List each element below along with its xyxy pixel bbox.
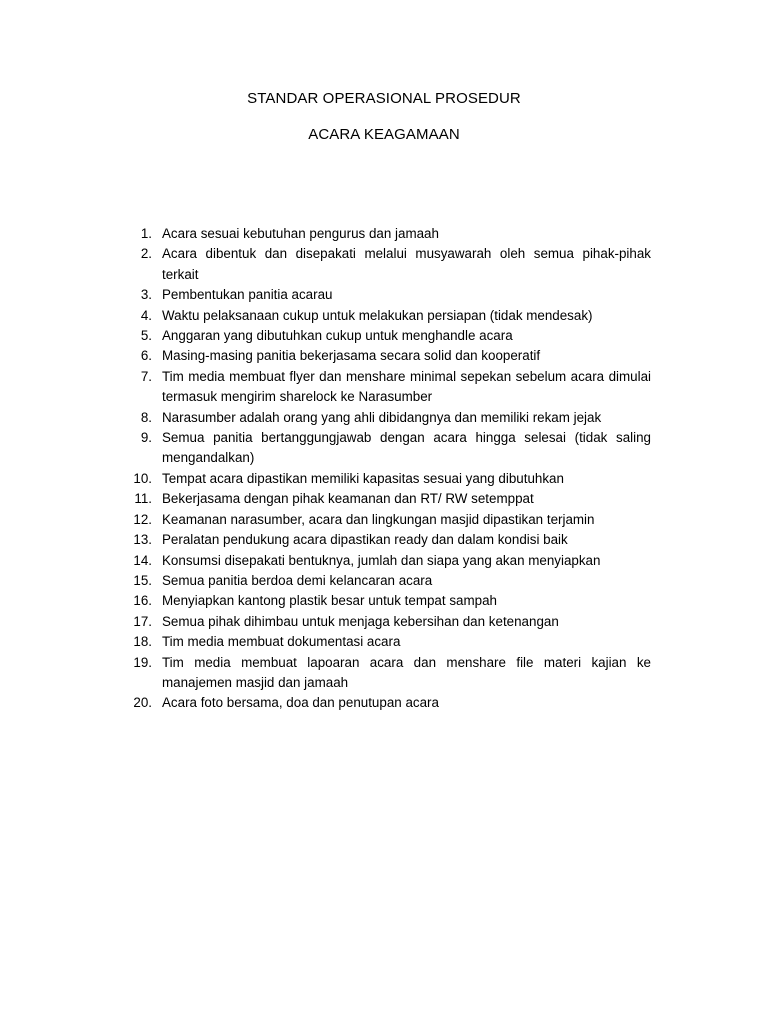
list-item-number: 14.	[133, 552, 152, 568]
list-item-number: 9.	[140, 430, 152, 446]
list-item	[118, 326, 651, 346]
list-item-text: Tim media membuat dokumentasi acara	[162, 634, 401, 650]
list-item-number: 20.	[133, 695, 152, 711]
list-item	[118, 244, 651, 285]
list-item-text: Pembentukan panitia acarau	[162, 287, 333, 303]
list-item-number: 7.	[140, 368, 152, 384]
list-item-text: Keamanan narasumber, acara dan lingkungan masjid dipastikan terjamin	[162, 511, 595, 527]
list-item	[118, 653, 651, 694]
list-item	[118, 306, 651, 326]
list-item	[118, 591, 651, 611]
document-title: STANDAR OPERASIONAL PROSEDUR	[247, 90, 521, 107]
list-item-text: Acara dibentuk dan disepakati melalui musyawarah oleh semua pihak-pihak terkait	[162, 246, 651, 282]
list-item-number: 11.	[134, 491, 152, 507]
list-item-number: 17.	[133, 613, 152, 629]
list-item	[118, 489, 651, 509]
document-subtitle: ACARA KEAGAMAAN	[308, 126, 460, 143]
list-item	[118, 571, 651, 591]
list-item-number: 10.	[133, 470, 152, 486]
list-item-text: Tim media membuat flyer dan menshare minimal sepekan sebelum acara dimulai termasuk mengirim sharelock ke Narasumber	[162, 368, 651, 405]
list-item-number: 5.	[140, 328, 152, 344]
list-item-number: 1.	[140, 226, 152, 241]
list-item	[118, 551, 651, 571]
list-item-number: 4.	[140, 307, 152, 323]
list-item	[118, 632, 651, 652]
list-item	[118, 428, 651, 469]
list-item-number: 6.	[140, 348, 152, 364]
procedure-list	[118, 224, 651, 714]
list-item	[118, 224, 651, 244]
list-item-text: Acara foto bersama, doa dan penutupan acara	[162, 695, 439, 711]
list-item	[118, 346, 651, 366]
list-item-number: 2.	[140, 246, 152, 262]
list-item-text: Semua pihak dihimbau untuk menjaga kebersihan dan ketenangan	[162, 613, 559, 629]
list-item	[118, 408, 651, 428]
list-item-text: Narasumber adalah orang yang ahli dibidangnya dan memiliki rekam jejak	[162, 409, 602, 425]
list-item-number: 8.	[140, 409, 152, 425]
list-item-number: 16.	[133, 593, 152, 609]
list-item-text: Semua panitia bertanggungjawab dengan acara hingga selesai (tidak saling mengandalkan)	[162, 430, 651, 466]
list-item-text: Bekerjasama dengan pihak keamanan dan RT/ RW setemppat	[162, 491, 534, 507]
list-item-number: 3.	[140, 287, 152, 303]
list-item-text: Peralatan pendukung acara dipastikan ready dan dalam kondisi baik	[162, 532, 568, 548]
list-item-number: 18.	[133, 634, 152, 650]
list-item-text: Semua panitia berdoa demi kelancaran acara	[162, 572, 433, 588]
list-item-text: Acara sesuai kebutuhan pengurus dan jamaah	[162, 226, 439, 241]
list-item-text: Anggaran yang dibutuhkan cukup untuk menghandle acara	[162, 328, 513, 344]
list-item-text: Menyiapkan kantong plastik besar untuk tempat sampah	[162, 593, 497, 609]
list-item	[118, 469, 651, 489]
list-item-number: 13.	[133, 532, 152, 548]
list-item	[118, 693, 651, 713]
list-item-text: Tim media membuat lapoaran acara dan menshare file materi kajian ke manajemen masjid dan jamaah	[162, 654, 651, 690]
list-item-number: 15.	[133, 572, 152, 588]
list-item	[118, 510, 651, 530]
list-item	[118, 530, 651, 550]
list-item-number: 12.	[133, 511, 152, 527]
list-item-text: Konsumsi disepakati bentuknya, jumlah dan siapa yang akan menyiapkan	[162, 552, 601, 568]
list-item-text: Masing-masing panitia bekerjasama secara solid dan kooperatif	[162, 348, 541, 364]
list-item-text: Waktu pelaksanaan cukup untuk melakukan persiapan (tidak mendesak)	[162, 307, 593, 323]
list-item-text: Tempat acara dipastikan memiliki kapasitas sesuai yang dibutuhkan	[162, 470, 564, 486]
list-item	[118, 612, 651, 632]
list-item-number: 19.	[133, 654, 152, 670]
list-item	[118, 367, 651, 408]
list-item	[118, 285, 651, 305]
